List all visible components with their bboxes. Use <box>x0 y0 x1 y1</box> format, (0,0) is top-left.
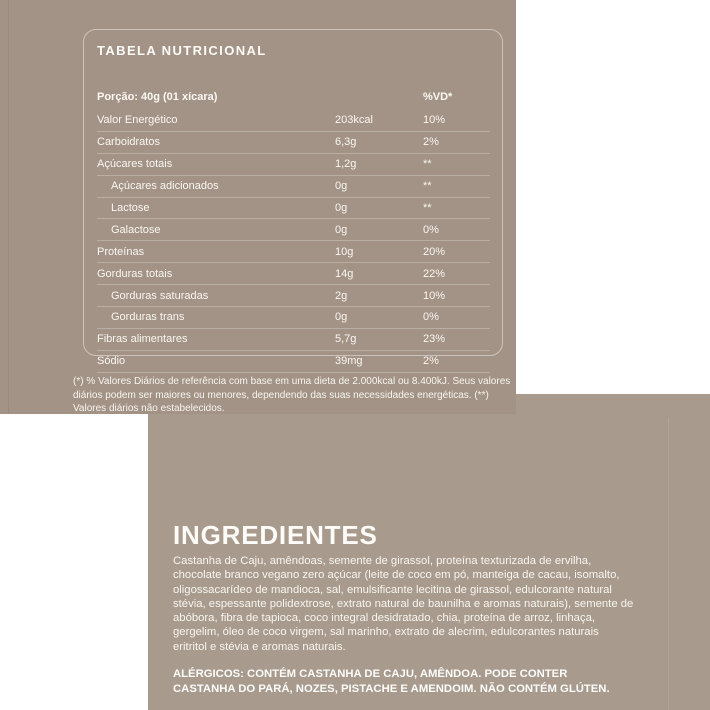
nutrient-amount: 203kcal <box>335 114 373 127</box>
nutrient-label: Carboidratos <box>97 136 160 149</box>
nutrient-daily-value: 0% <box>423 311 439 324</box>
ingredients-text: Castanha de Caju, amêndoas, semente de girassol, proteína texturizada de ervilha, chocolate branco vegano zero açúcar (leite de coco em pó, manteiga de cacau, isomalto, oligossacarídeo de mandioca, sal, emulsificante lecitina de girassol, edulcorante natural stévia, espessante polidextrose, extrato natural de baunilha e aromas naturais), semente de abóbora, fibra de tapioca, coco integral desidratado, chia, proteína de arroz, linhaça, gergelim, óleo de coco virgem, sal marinho, extrato de alecrim, edulcorantes naturais eritritol e stévia e aromas naturais. <box>173 555 634 653</box>
nutrient-daily-value: 22% <box>423 267 446 280</box>
ingredients-panel <box>148 394 710 710</box>
nutrition-table-title: TABELA NUTRICIONAL <box>97 43 267 58</box>
nutrition-row <box>97 307 490 329</box>
nutrition-row <box>97 351 490 373</box>
nutrient-amount: 6,3g <box>335 136 357 149</box>
nutrient-amount: 0g <box>335 311 348 324</box>
nutrition-table-card <box>83 29 503 368</box>
nutrient-amount: 0g <box>335 180 348 193</box>
nutrition-row <box>97 285 490 307</box>
nutrient-amount: 10g <box>335 245 354 258</box>
nutrient-label: Açúcares adicionados <box>111 180 219 193</box>
nutrient-amount: 5,7g <box>335 333 357 346</box>
nutrient-daily-value: ** <box>423 180 432 193</box>
nutrient-daily-value: 0% <box>423 223 439 236</box>
nutrient-amount: 14g <box>335 267 354 280</box>
nutrient-amount: 0g <box>335 202 348 214</box>
nutrient-daily-value: 10% <box>423 114 446 127</box>
nutrition-row <box>97 154 490 176</box>
nutrition-rows <box>97 110 490 373</box>
nutrition-panel <box>0 0 516 414</box>
nutrient-label: Lactose <box>111 202 150 214</box>
nutrient-amount: 39mg <box>335 355 363 368</box>
nutrient-label: Gorduras trans <box>111 311 185 324</box>
daily-value-footnote: (*) % Valores Diários de referência com base em uma dieta de 2.000kcal ou 8.400kJ. Seus valores diários podem ser maiores ou menores, dependendo das suas necessidades energéticas. (**) Valores diários não estabelecidos. <box>73 376 511 414</box>
nutrient-daily-value: 23% <box>423 333 446 346</box>
nutrition-row <box>97 219 490 241</box>
nutrient-amount: 1,2g <box>335 158 357 171</box>
nutrient-daily-value: 20% <box>423 245 446 258</box>
daily-value-header: %VD* <box>423 91 453 103</box>
nutrition-row <box>97 198 490 220</box>
ingredients-title: INGREDIENTES <box>173 520 378 550</box>
allergens-text: ALÉRGICOS: CONTÉM CASTANHA DE CAJU, AMÊNDOA. PODE CONTER CASTANHA DO PARÁ, NOZES, PISTACHE E AMENDOIM. NÃO CONTÉM GLÚTEN. <box>173 668 610 695</box>
nutrition-row <box>97 263 490 285</box>
nutrient-daily-value: 2% <box>423 355 439 368</box>
panel-crease-line <box>8 0 9 414</box>
nutrient-label: Açúcares totais <box>97 158 173 171</box>
nutrition-table-header <box>97 91 490 109</box>
nutrient-daily-value: ** <box>423 158 432 171</box>
nutrition-row <box>97 176 490 198</box>
nutrient-label: Valor Energético <box>97 114 178 127</box>
nutrition-row <box>97 132 490 154</box>
nutrition-row <box>97 110 490 132</box>
nutrient-label: Galactose <box>111 223 161 236</box>
nutrient-label: Gorduras totais <box>97 267 173 280</box>
nutrient-amount: 0g <box>335 223 348 236</box>
serving-size-label: Porção: 40g (01 xícara) <box>97 91 218 103</box>
nutrient-amount: 2g <box>335 289 348 302</box>
nutrition-row <box>97 329 490 351</box>
nutrient-label: Gorduras saturadas <box>111 289 209 302</box>
nutrient-label: Sódio <box>97 355 126 368</box>
nutrient-label: Proteínas <box>97 245 145 258</box>
nutrient-daily-value: 2% <box>423 136 439 149</box>
nutrient-daily-value: ** <box>423 202 432 214</box>
nutrition-row <box>97 241 490 263</box>
nutrient-label: Fibras alimentares <box>97 333 188 346</box>
nutrient-daily-value: 10% <box>423 289 446 302</box>
panel-fold-line <box>668 418 669 710</box>
